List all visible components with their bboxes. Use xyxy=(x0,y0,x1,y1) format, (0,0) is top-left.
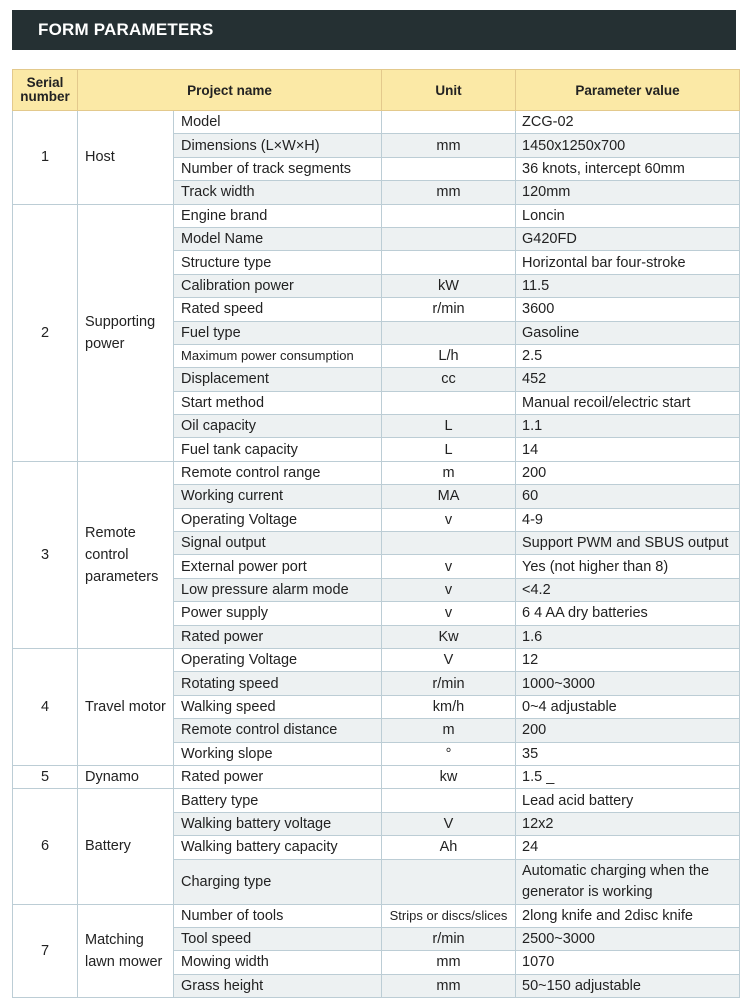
parameter-unit: V xyxy=(382,812,516,835)
parameter-name: Walking battery voltage xyxy=(174,812,382,835)
group-name: Dynamo xyxy=(78,765,174,788)
parameter-name: Working slope xyxy=(174,742,382,765)
parameter-value: <4.2 xyxy=(516,578,740,601)
parameter-unit xyxy=(382,157,516,180)
parameter-unit: kW xyxy=(382,274,516,297)
table-row xyxy=(13,789,740,812)
parameter-unit: MA xyxy=(382,485,516,508)
parameter-value: Lead acid battery xyxy=(516,789,740,812)
parameter-name: Rated power xyxy=(174,625,382,648)
column-header-project: Project name xyxy=(78,70,382,111)
parameter-unit: r/min xyxy=(382,672,516,695)
parameter-name: Number of tools xyxy=(174,904,382,927)
table-body xyxy=(13,111,740,998)
parameter-unit xyxy=(382,251,516,274)
column-header-value: Parameter value xyxy=(516,70,740,111)
table-header-row xyxy=(13,70,740,111)
group-name: Host xyxy=(78,111,174,205)
parameter-name: Low pressure alarm mode xyxy=(174,578,382,601)
group-serial: 6 xyxy=(13,789,78,904)
parameter-name: Structure type xyxy=(174,251,382,274)
parameter-unit: mm xyxy=(382,951,516,974)
parameter-name: Engine brand xyxy=(174,204,382,227)
parameter-unit: cc xyxy=(382,368,516,391)
parameter-value: 4-9 xyxy=(516,508,740,531)
parameter-name: Grass height xyxy=(174,974,382,997)
group-name: Supporting power xyxy=(78,204,174,461)
parameter-value: 200 xyxy=(516,719,740,742)
table-row xyxy=(13,204,740,227)
group-name: Travel motor xyxy=(78,648,174,765)
parameter-unit: r/min xyxy=(382,927,516,950)
parameter-unit: L/h xyxy=(382,344,516,367)
table-row xyxy=(13,461,740,484)
parameters-table xyxy=(12,69,740,998)
group-name: Battery xyxy=(78,789,174,904)
parameter-name: Mowing width xyxy=(174,951,382,974)
parameter-unit: r/min xyxy=(382,298,516,321)
parameter-unit: mm xyxy=(382,181,516,204)
header-banner xyxy=(12,10,736,50)
parameter-name: Number of track segments xyxy=(174,157,382,180)
parameter-unit xyxy=(382,111,516,134)
parameter-value: 11.5 xyxy=(516,274,740,297)
group-serial: 7 xyxy=(13,904,78,998)
column-header-serial: Serial number xyxy=(13,70,78,111)
parameter-value: 50~150 adjustable xyxy=(516,974,740,997)
parameter-unit: v xyxy=(382,508,516,531)
parameter-unit: kw xyxy=(382,765,516,788)
parameter-value: Horizontal bar four-stroke xyxy=(516,251,740,274)
parameter-value: Loncin xyxy=(516,204,740,227)
parameter-name: Oil capacity xyxy=(174,415,382,438)
parameter-name: Fuel tank capacity xyxy=(174,438,382,461)
parameter-name: Operating Voltage xyxy=(174,508,382,531)
parameter-value: 2.5 xyxy=(516,344,740,367)
parameter-value: 0~4 adjustable xyxy=(516,695,740,718)
parameter-value: 1.6 xyxy=(516,625,740,648)
group-serial: 2 xyxy=(13,204,78,461)
parameter-unit xyxy=(382,859,516,904)
group-name: Matching lawn mower xyxy=(78,904,174,998)
parameter-value: 1450x1250x700 xyxy=(516,134,740,157)
parameter-name: Maximum power consumption xyxy=(174,344,382,367)
parameter-value: G420FD xyxy=(516,227,740,250)
page-title: FORM PARAMETERS xyxy=(38,20,214,39)
parameter-value: 1.5 _ xyxy=(516,765,740,788)
parameter-name: Calibration power xyxy=(174,274,382,297)
group-serial: 3 xyxy=(13,461,78,648)
parameter-unit xyxy=(382,789,516,812)
parameter-value: 452 xyxy=(516,368,740,391)
parameter-value: ZCG-02 xyxy=(516,111,740,134)
table-row xyxy=(13,904,740,927)
parameter-value: Gasoline xyxy=(516,321,740,344)
column-header-unit: Unit xyxy=(382,70,516,111)
parameter-unit xyxy=(382,227,516,250)
parameter-name: Track width xyxy=(174,181,382,204)
group-serial: 5 xyxy=(13,765,78,788)
parameter-unit: mm xyxy=(382,134,516,157)
parameter-unit xyxy=(382,204,516,227)
group-name: Remote control parameters xyxy=(78,461,174,648)
parameter-value: 200 xyxy=(516,461,740,484)
parameter-name: Operating Voltage xyxy=(174,648,382,671)
parameter-unit xyxy=(382,391,516,414)
parameter-name: Tool speed xyxy=(174,927,382,950)
parameter-value: Support PWM and SBUS output xyxy=(516,532,740,555)
parameter-unit: Ah xyxy=(382,836,516,859)
parameter-value: 36 knots, intercept 60mm xyxy=(516,157,740,180)
parameter-unit: L xyxy=(382,438,516,461)
parameter-name: Working current xyxy=(174,485,382,508)
parameter-value: 2500~3000 xyxy=(516,927,740,950)
parameter-name: Displacement xyxy=(174,368,382,391)
parameter-name: Rated power xyxy=(174,765,382,788)
parameter-name: Model xyxy=(174,111,382,134)
parameter-unit: v xyxy=(382,602,516,625)
parameter-name: Fuel type xyxy=(174,321,382,344)
parameter-value: 35 xyxy=(516,742,740,765)
table-row xyxy=(13,648,740,671)
parameter-value: Manual recoil/electric start xyxy=(516,391,740,414)
parameter-value: 12 xyxy=(516,648,740,671)
parameter-value: 1.1 xyxy=(516,415,740,438)
parameter-unit: ° xyxy=(382,742,516,765)
parameter-name: Remote control distance xyxy=(174,719,382,742)
parameter-value: 3600 xyxy=(516,298,740,321)
parameter-value: 6 4 AA dry batteries xyxy=(516,602,740,625)
parameter-unit: m xyxy=(382,461,516,484)
parameter-unit xyxy=(382,532,516,555)
parameter-name: Battery type xyxy=(174,789,382,812)
parameter-unit: m xyxy=(382,719,516,742)
parameter-name: Dimensions (L×W×H) xyxy=(174,134,382,157)
parameter-unit xyxy=(382,321,516,344)
parameter-name: Model Name xyxy=(174,227,382,250)
parameter-unit: Strips or discs/slices xyxy=(382,904,516,927)
parameter-unit: v xyxy=(382,578,516,601)
parameter-value: 1070 xyxy=(516,951,740,974)
parameter-name: Rated speed xyxy=(174,298,382,321)
parameter-unit: km/h xyxy=(382,695,516,718)
parameter-unit: mm xyxy=(382,974,516,997)
table-row xyxy=(13,111,740,134)
parameter-unit: L xyxy=(382,415,516,438)
parameter-unit: Kw xyxy=(382,625,516,648)
parameter-name: Rotating speed xyxy=(174,672,382,695)
parameter-name: External power port xyxy=(174,555,382,578)
parameter-name: Signal output xyxy=(174,532,382,555)
parameter-value: 24 xyxy=(516,836,740,859)
parameter-value: 14 xyxy=(516,438,740,461)
parameter-unit: V xyxy=(382,648,516,671)
table-row xyxy=(13,765,740,788)
parameter-unit: v xyxy=(382,555,516,578)
group-serial: 1 xyxy=(13,111,78,205)
parameter-value: 12x2 xyxy=(516,812,740,835)
parameter-value: Automatic charging when the generator is working xyxy=(516,859,740,904)
parameter-name: Remote control range xyxy=(174,461,382,484)
parameter-name: Charging type xyxy=(174,859,382,904)
parameter-name: Start method xyxy=(174,391,382,414)
parameter-name: Power supply xyxy=(174,602,382,625)
group-serial: 4 xyxy=(13,648,78,765)
parameter-value: 60 xyxy=(516,485,740,508)
parameter-value: 1000~3000 xyxy=(516,672,740,695)
parameter-value: 2long knife and 2disc knife xyxy=(516,904,740,927)
parameter-name: Walking battery capacity xyxy=(174,836,382,859)
parameter-value: Yes (not higher than 8) xyxy=(516,555,740,578)
parameter-value: 120mm xyxy=(516,181,740,204)
parameter-name: Walking speed xyxy=(174,695,382,718)
